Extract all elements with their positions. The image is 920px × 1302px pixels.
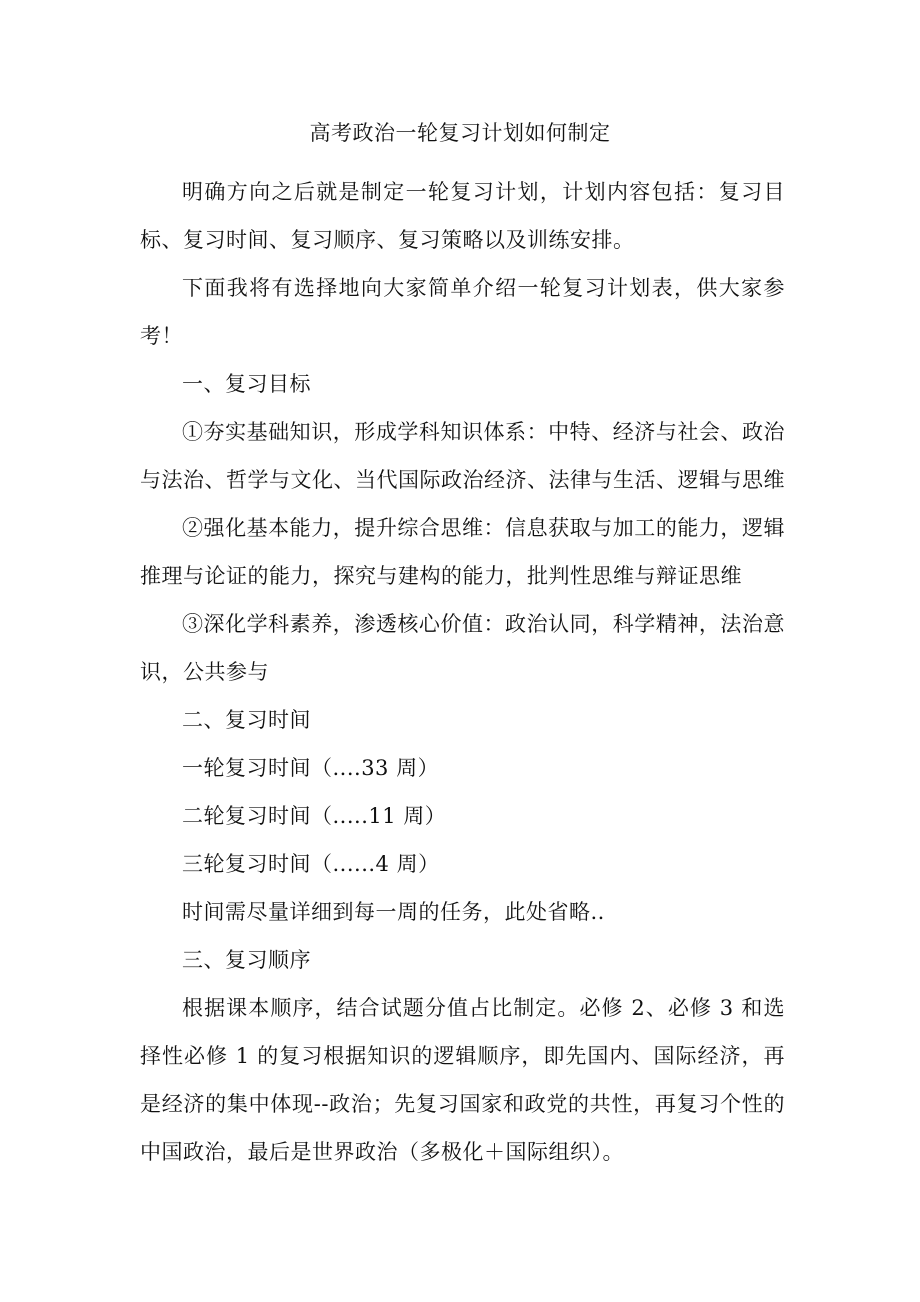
order-description: 根据课本顺序，结合试题分值占比制定。必修 2、必修 3 和选择性必修 1 的复习根据知识的逻辑顺序，即先国内、国际经济，再是经济的集中体现--政治；先复习国家和政党的共性，再复习个性的中国政治，最后是世界政治（多极化＋国际组织）。 — [140, 996, 785, 1164]
time-note: 时间需尽量详细到每一周的任务，此处省略.. — [182, 900, 605, 924]
time-item-round-2: 二轮复习时间（.....11 周） — [182, 804, 447, 828]
goal-item-3: ③深化学科素养，渗透核心价值：政治认同，科学精神，法治意识，公共参与 — [140, 612, 785, 684]
section-heading-goals: 一、复习目标 — [182, 372, 311, 396]
time-item-round-1: 一轮复习时间（....33 周） — [182, 756, 440, 780]
section-heading-order: 三、复习顺序 — [182, 948, 311, 972]
section-heading-time: 二、复习时间 — [182, 708, 311, 732]
time-item-round-3: 三轮复习时间（......4 周） — [182, 852, 440, 876]
document-body — [140, 168, 785, 1176]
goal-item-1: ①夯实基础知识，形成学科知识体系：中特、经济与社会、政治与法治、哲学与文化、当代国际政治经济、法律与生活、逻辑与思维 — [140, 420, 785, 492]
document-title: 高考政治一轮复习计划如何制定 — [309, 121, 611, 145]
paragraph-intro: 明确方向之后就是制定一轮复习计划，计划内容包括：复习目标、复习时间、复习顺序、复习策略以及训练安排。 — [140, 180, 785, 252]
paragraph-reference: 下面我将有选择地向大家简单介绍一轮复习计划表，供大家参考！ — [140, 276, 785, 348]
goal-item-2: ②强化基本能力，提升综合思维：信息获取与加工的能力，逻辑推理与论证的能力，探究与建构的能力，批判性思维与辩证思维 — [140, 516, 785, 588]
